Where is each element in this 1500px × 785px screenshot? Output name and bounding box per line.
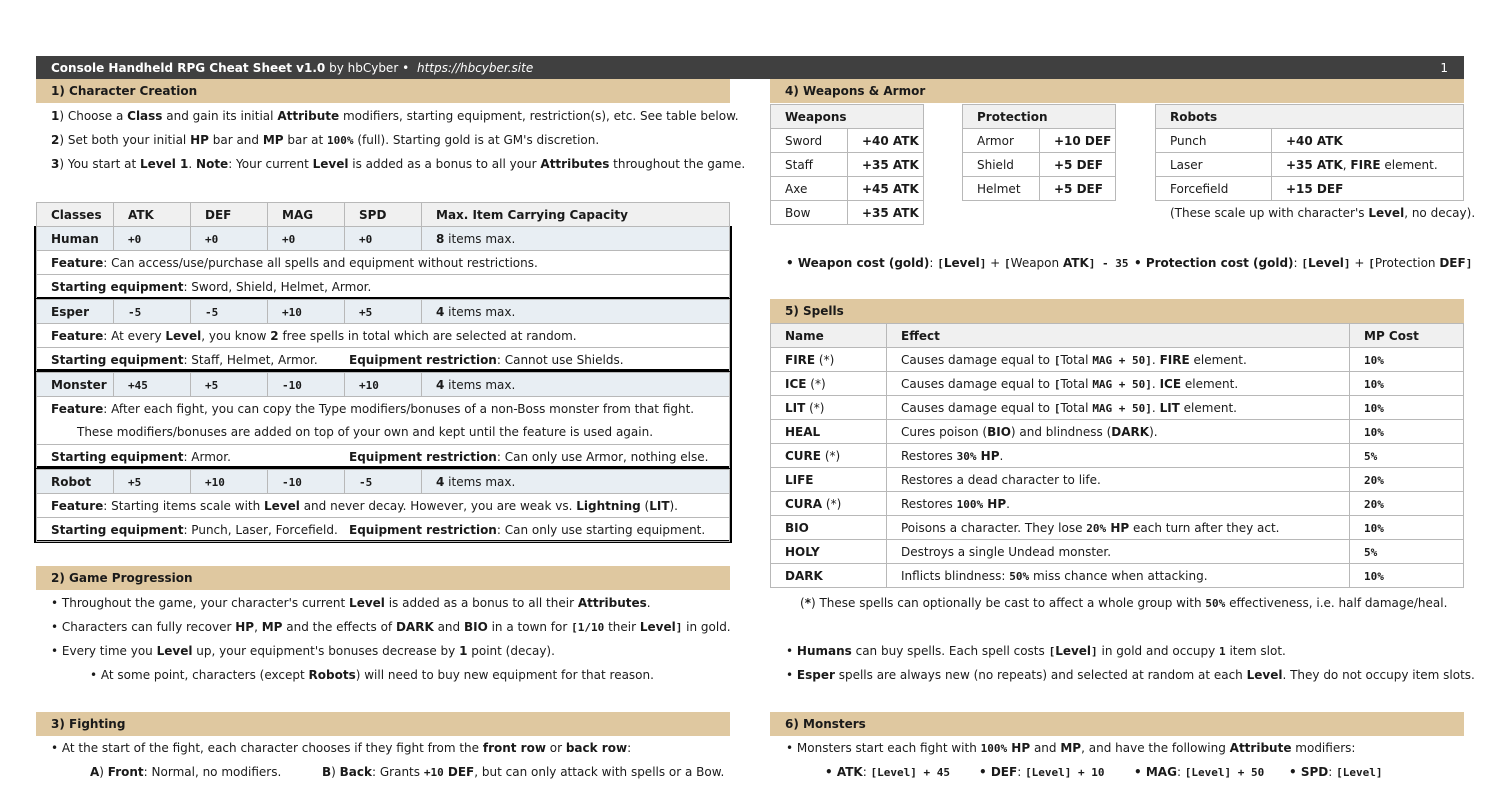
spell-heal: HEAL Cures poison (BIO) and blindness (DARK). 10% xyxy=(771,420,1464,444)
table-row: Sword +40 ATK xyxy=(771,129,924,153)
monster-atk: • ATK : [Level] + 45 xyxy=(825,765,951,779)
capacity: 8 items max. xyxy=(422,227,730,251)
table-row xyxy=(37,373,730,397)
equipment-row: Starting equipment: Sword, Shield, Helmet, Armor. xyxy=(37,275,730,299)
stat-def: +0 xyxy=(205,232,219,246)
creation-step-1: 1 ) Choose a Class and gain its initial Attribute modifiers, starting equipment, restriction(s), etc. See table below. xyxy=(51,109,739,123)
esper-spells-note: • Esper spells are always new (no repeats) and selected at random at each Level . They do not occupy item slots. xyxy=(786,668,1475,682)
weapons-table xyxy=(770,104,924,225)
weapon-cost-formula: • Weapon cost (gold) : [ Level ] + [ Weapon ATK ] - 35 xyxy=(786,256,1129,270)
robots-header: Robots xyxy=(1156,105,1464,129)
creation-step-3: 3 ) You start at Level 1 . Note : Your current Level is added as a bonus to all your Attributes throughout the game. xyxy=(51,157,746,171)
col-atk: ATK xyxy=(114,203,191,227)
table-row xyxy=(37,300,730,324)
stat-spd: +10 xyxy=(359,378,379,392)
stat-mag: -10 xyxy=(282,475,302,489)
capacity: 4 items max. xyxy=(422,470,730,494)
sheet-url[interactable]: https://hbcyber.site xyxy=(416,60,534,75)
weapons-header: Weapons xyxy=(771,105,924,129)
class-name: Human xyxy=(37,227,114,251)
monster-spd: • SPD : [Level] xyxy=(1289,765,1383,779)
stat-def: +10 xyxy=(205,475,225,489)
protection-cost-formula: • Protection cost (gold) : [ Level ] + [ Protection DEF ] xyxy=(1134,256,1473,270)
col-mp-cost: MP Cost xyxy=(1350,324,1464,348)
fighting-line-1: • At the start of the fight, each character chooses if they fight from the front row or back row : xyxy=(51,741,632,755)
human-spells-note: • Humans can buy spells. Each spell costs [ Level ] in gold and occupy 1 item slot. xyxy=(786,644,1286,658)
table-row: Punch +40 ATK xyxy=(1156,129,1464,153)
sheet-author: by hbCyber • xyxy=(325,60,413,75)
class-name: Esper xyxy=(37,300,114,324)
progression-line-2: • Characters can fully recover HP , MP and the effects of DARK and BIO in a town for [1/10 their Level ] in gold. xyxy=(51,620,731,634)
stat-mag: +0 xyxy=(282,232,296,246)
feature-row: Feature: At every Level, you know 2 free spells in total which are selected at random. xyxy=(37,324,730,348)
equipment-row: Starting equipment: Armor. Equipment restriction: Can only use Armor, nothing else. xyxy=(37,445,730,469)
section-weapons-armor: 4) Weapons & Armor xyxy=(770,79,1464,103)
table-row: Axe +45 ATK xyxy=(771,177,924,201)
progression-line-1: • Throughout the game, your character's current Level is added as a bonus to all their Attributes . xyxy=(51,596,651,610)
table-row: Armor +10 DEF xyxy=(963,129,1116,153)
stat-mag: +10 xyxy=(282,305,302,319)
col-capacity: Max. Item Carrying Capacity xyxy=(422,203,730,227)
col-spd: SPD xyxy=(345,203,422,227)
spell-lit: LIT (*) Causes damage equal to [Total MAG + 50]. LIT element. 10% xyxy=(771,396,1464,420)
stat-spd: +5 xyxy=(359,305,373,319)
table-row: Bow +35 ATK xyxy=(771,201,924,225)
section-monsters: 6) Monsters xyxy=(770,712,1464,736)
stat-spd: -5 xyxy=(359,475,373,489)
capacity: 4 items max. xyxy=(422,373,730,397)
spells-header-row xyxy=(771,324,1464,348)
spell-holy: HOLY Destroys a single Undead monster. 5% xyxy=(771,540,1464,564)
spell-fire: FIRE (*) Causes damage equal to [Total MAG + 50]. FIRE element. 10% xyxy=(771,348,1464,372)
section-fighting: 3) Fighting xyxy=(36,712,730,736)
table-row xyxy=(37,470,730,494)
class-monster xyxy=(36,372,730,469)
stat-def: -5 xyxy=(205,305,219,319)
back-row-rule: B ) Back : Grants +10 DEF , but can only attack with spells or a Bow. xyxy=(322,765,725,779)
feature-row: Feature: After each fight, you can copy the Type modifiers/bonuses of a non-Boss monster from that fight. xyxy=(37,397,730,421)
capacity: 4 items max. xyxy=(422,300,730,324)
spell-dark: DARK Inflicts blindness: 50% miss chance when attacking. 10% xyxy=(771,564,1464,588)
feature-row: Feature: Can access/use/purchase all spells and equipment without restrictions. xyxy=(37,251,730,275)
equipment-row: Starting equipment: Punch, Laser, Forcefield. Equipment restriction: Can only use starting equipment. xyxy=(37,518,730,542)
section-character-creation: 1) Character Creation xyxy=(36,79,730,103)
protection-table xyxy=(962,104,1116,201)
progression-line-4: • At some point, characters (except Robots ) will need to buy new equipment for that reason. xyxy=(90,668,654,682)
monster-mag: • MAG : [Level] + 50 xyxy=(1134,765,1265,779)
section-game-progression: 2) Game Progression xyxy=(36,566,730,590)
equipment-row: Starting equipment: Staff, Helmet, Armor. Equipment restriction: Cannot use Shields. xyxy=(37,348,730,372)
stat-spd: +0 xyxy=(359,232,373,246)
robots-scale-note: (These scale up with character's Level , no decay). xyxy=(1170,206,1476,220)
spell-bio: BIO Poisons a character. They lose 20% HP each turn after they act. 10% xyxy=(771,516,1464,540)
table-row: Shield +5 DEF xyxy=(963,153,1116,177)
feature-row: Feature: Starting items scale with Level and never decay. However, you are weak vs. Lightning (LIT). xyxy=(37,494,730,518)
col-effect: Effect xyxy=(887,324,1350,348)
col-mag: MAG xyxy=(268,203,345,227)
table-row: Laser +35 ATK, FIRE element. xyxy=(1156,153,1464,177)
class-esper xyxy=(36,299,730,372)
stat-atk: -5 xyxy=(128,305,142,319)
page-number: 1 xyxy=(1440,60,1448,75)
stat-atk: +45 xyxy=(128,378,148,392)
table-row: Staff +35 ATK xyxy=(771,153,924,177)
classes-table xyxy=(36,202,730,227)
monster-def: • DEF : [Level] + 10 xyxy=(979,765,1105,779)
spell-cura: CURA (*) Restores 100% HP. 20% xyxy=(771,492,1464,516)
col-classes: Classes xyxy=(37,203,114,227)
section-spells: 5) Spells xyxy=(770,299,1464,323)
classes-header-row xyxy=(37,203,730,227)
spell-cure: CURE (*) Restores 30% HP. 5% xyxy=(771,444,1464,468)
class-human xyxy=(36,226,730,299)
class-name: Monster xyxy=(37,373,114,397)
robots-table xyxy=(1155,104,1464,201)
table-row: Forcefield +15 DEF xyxy=(1156,177,1464,201)
class-name: Robot xyxy=(37,470,114,494)
feature-row-2: These modifiers/bonuses are added on top of your own and kept until the feature is used again. xyxy=(37,421,730,445)
group-cast-note: ( * ) These spells can optionally be cast to affect a whole group with 50% effectiveness, i.e. half damage/heal. xyxy=(800,596,1448,610)
spells-table xyxy=(770,323,1464,588)
creation-step-2: 2 ) Set both your initial HP bar and MP bar at 100% (full). Starting gold is at GM's discretion. xyxy=(51,133,600,147)
stat-def: +5 xyxy=(205,378,219,392)
stat-atk: +0 xyxy=(128,232,142,246)
protection-header: Protection xyxy=(963,105,1116,129)
stat-mag: -10 xyxy=(282,378,302,392)
table-row xyxy=(37,227,730,251)
sheet-title: Console Handheld RPG Cheat Sheet v1.0 xyxy=(51,60,326,75)
spell-life: LIFE Restores a dead character to life. 20% xyxy=(771,468,1464,492)
spell-ice: ICE (*) Causes damage equal to [Total MAG + 50]. ICE element. 10% xyxy=(771,372,1464,396)
monsters-line-1: • Monsters start each fight with 100% HP and MP , and have the following Attribute modifiers: xyxy=(786,741,1356,755)
col-name: Name xyxy=(771,324,887,348)
sheet-header xyxy=(36,56,1464,79)
stat-atk: +5 xyxy=(128,475,142,489)
front-row-rule: A ) Front : Normal, no modifiers. xyxy=(90,765,282,779)
progression-line-3: • Every time you Level up, your equipment's bonuses decrease by 1 point (decay). xyxy=(51,644,555,658)
col-def: DEF xyxy=(191,203,268,227)
class-robot xyxy=(36,469,730,542)
table-row: Helmet +5 DEF xyxy=(963,177,1116,201)
